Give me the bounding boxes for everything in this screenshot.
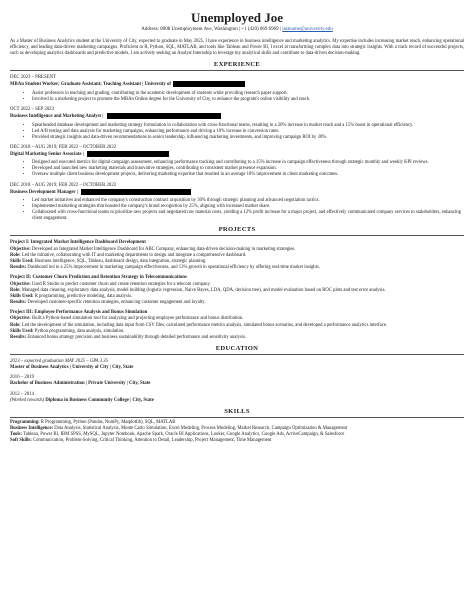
- project-item: [10, 240, 464, 271]
- bullet: • Designed and executed metrics for digital campaign assessment, enhancing performance tracking and contributing to a 15% increase in campaign effectiveness through strategic monthly and weekly KPI reviews.: [32, 160, 464, 166]
- experience-item: [10, 107, 464, 141]
- project-title: Project II: Customer Churn Prediction and Retention Strategy in Telecommunications: [10, 275, 187, 281]
- education-item: [10, 392, 464, 404]
- bullet: • Involved in a marketing project to promote the MBAn Online degree for the University of City, to enhance the program's online visibility and reach.: [32, 97, 464, 103]
- education-item: [10, 375, 464, 387]
- education-item: [10, 359, 464, 371]
- project-item: [10, 310, 464, 341]
- bullet-list: [10, 91, 464, 103]
- experience-date: OCT 2022 – SEP 2023: [10, 106, 54, 112]
- project-line: Role: Led the initiative, collaborating with IT and marketing departments to design and integrate a comprehensive dashboard.: [10, 252, 247, 258]
- education-date: 2023 – expected graduation MAY 2025 – GPA 3.35: [10, 358, 109, 364]
- skill-line: Programming: R Programming, Python (Pandas, NumPy, Matplotlib), SQL, MATLAB: [10, 420, 176, 426]
- project-title: Project I: Integrated Market Intelligence Dashboard Development: [10, 240, 146, 246]
- experience-item: [10, 183, 464, 223]
- bullet: • Spearheaded database development and marketing strategy formulation in collaboration with cross-functional teams, resulting in a 20% increase in market reach and a 15% boost in operational efficiency.: [32, 123, 464, 129]
- divider: [10, 70, 464, 71]
- project-line: Results: Developed customer-specific retention strategies, enhancing customer engagement and loyalty.: [10, 299, 206, 305]
- project-item: [10, 275, 464, 306]
- experience-date: DEC 2023 – PRESENT: [10, 75, 56, 81]
- experience-role: MBAn Student Worker; Graduate Assistant; Teaching Assistant | University of: [10, 81, 464, 89]
- skill-line: Business Intelligence: Data Analysis, Statistical Analysis, Monte Carlo Simulation, Excel Modeling, Process Modeling, Market Research, Campaign Optimization & Management: [10, 426, 348, 432]
- bullet: • Developed and launched new marketing materials and innovative strategies, contributing to consistent market presence expansion.: [32, 166, 464, 172]
- section-heading-education: EDUCATION: [215, 344, 259, 352]
- phone: +1 (420) 069 6969: [241, 27, 279, 32]
- bullet: • Led A/B testing and data analysis for marketing campaigns, enhancing performance and driving a 10% increase in conversion rates.: [32, 129, 464, 135]
- experience-item: [10, 75, 464, 103]
- divider: [10, 354, 464, 355]
- experience-item: [10, 145, 464, 179]
- bullet-list: [10, 198, 464, 222]
- project-line: Results: Enhanced bonus strategy precision and business sustainability through detailed performance and sensitivity analysis.: [10, 334, 247, 340]
- education-degree: (Worked towards) Diploma in Business Community College | City, State: [10, 397, 154, 403]
- project-line: Role: Led the development of the simulation, including data input from CSV files, calculated performance metrics analysis, simulated bonus scenarios, and developed a performance analytics interface.: [10, 322, 388, 328]
- summary: As a Master of Business Analytics student at the University of City, expected to graduate in May 2025, I have experience in business intelligence and marketing analytics. My expertise includes increasing market reach, enhancing operational efficiency, and leading data-driven marketing campaigns. Proficient in R, Python, SQL, MATLAB, and tools like Tableau and Power BI, I excel at transforming complex data into strategic insights. With a track record of successful projects, such as developing analytics dashboards and predictive models, I am actively seeking an Analyst Internship to leverage my analytical skills and contribute to data-driven decision-making.: [10, 39, 464, 57]
- project-title: Project III: Employee Performance Analysis and Bonus Simulation: [10, 310, 148, 316]
- experience-date: DEC 2018 – AUG 2019; FEB 2022 – OCTOBER 2022: [10, 182, 117, 188]
- project-line: Skills Used: Business intelligence, SQL, Tableau, dashboard design, data integration, strategic planning.: [10, 259, 207, 265]
- project-line: Skills Used: Python programming, data analysis, simulation.: [10, 328, 125, 334]
- project-line: Objective: Developed an Integrated Market Intelligence Dashboard for ABC Company, enhancing data-driven decision-making in marketing strategies.: [10, 246, 296, 252]
- bullet: • Assist professors in teaching and grading, contributing to the academic development of students while providing research paper support.: [32, 91, 464, 97]
- redaction-bar: [173, 81, 245, 87]
- redaction-bar: [81, 189, 191, 195]
- project-line: Skills Used: R programming, predictive modeling, data analysis.: [10, 293, 133, 299]
- section-heading-skills: SKILLS: [224, 408, 250, 416]
- project-line: Role: Managed data cleaning, exploratory data analysis, model building (logistic regression, Naive Bayes, LDA, QDA, decision tree), and model evaluation based on ROC plots and test error analysis.: [10, 287, 386, 293]
- education-date: 2012 – 2014: [10, 391, 34, 397]
- email-link[interactable]: lastname@university.edu: [282, 27, 333, 32]
- section-heading-experience: EXPERIENCE: [213, 61, 261, 69]
- experience-date: DEC 2018 – AUG 2019; FEB 2022 – OCTOBER 2022: [10, 144, 117, 150]
- project-line: Objective: Used R Studio to predict customer churn and create retention strategies for a telecom company.: [10, 281, 211, 287]
- experience-role: Business Development Manager |: [10, 189, 464, 197]
- redaction-bar: [107, 113, 221, 119]
- bullet: • Provided strategic insights and data-driven recommendations to senior leadership, influencing marketing investments, and improving campaign ROI by 30%.: [32, 135, 464, 141]
- education-date: 2016 – 2019: [10, 375, 34, 381]
- skill-line: Soft Skills: Communication, Problem-Solving, Critical Thinking, Attention to Detail, Leadership, Project Management, Time Management: [10, 438, 272, 444]
- bullet: • Led market initiatives and enhanced the company's construction contract acquisition by 30% through strategic planning and advanced negotiation tactics.: [32, 198, 464, 204]
- education-degree: Bachelor of Business Administration | Private University | City, State: [10, 381, 151, 387]
- redaction-bar: [87, 151, 169, 157]
- education-degree: Master of Business Analytics | University of City | City, State: [10, 364, 134, 370]
- project-line: Results: Dashboard led to a 25% improvement in marketing campaign effectiveness, and 13% growth in operational efficiency by offering real-time market insights.: [10, 265, 320, 271]
- contact-line: Address: 8008 Unemployment Ave, Washington | +1 (420) 069 6969 | lastname@university.edu: [141, 27, 333, 32]
- bullet: • Implemented marketing strategies that boosted the company's brand recognition by 25%, aligning with increased market share.: [32, 204, 464, 210]
- bullet-list: [10, 160, 464, 178]
- address: Address: 8008 Unemployment Ave, Washington: [141, 27, 238, 32]
- bullet: • Collaborated with cross-functional teams to prioritize new projects and negotiated raw material costs, yielding a 12% profit increase for a major project, and effectively communicated company services to stakeholders, enhancing client engagement.: [32, 210, 464, 222]
- section-heading-projects: PROJECTS: [218, 226, 256, 234]
- bullet-list: [10, 123, 464, 141]
- project-line: Objective: Built a Python-based simulation tool for analyzing and projecting employee performance and bonus distribution.: [10, 316, 244, 322]
- divider: [10, 235, 464, 236]
- resume-name: Unemployed Joe: [190, 10, 284, 25]
- experience-role: Business Intelligence and Marketing Analyst |: [10, 113, 464, 121]
- skill-line: Tools: Tableau, Power BI, IBM SPSS, MySQL, Jupyter Notebook, Apache Spark, Oracle BI Applications, Looker, Google Analytics, Google Ads, ActiveCampaign, & Salesforce: [10, 432, 345, 438]
- bullet: • Oversaw multiple client business development projects, delivering marketing expertise that resulted in an average 18% improvement in client marketing outcomes.: [32, 172, 464, 178]
- divider: [10, 417, 464, 418]
- experience-role: Digital Marketing Senior Associate |: [10, 151, 464, 159]
